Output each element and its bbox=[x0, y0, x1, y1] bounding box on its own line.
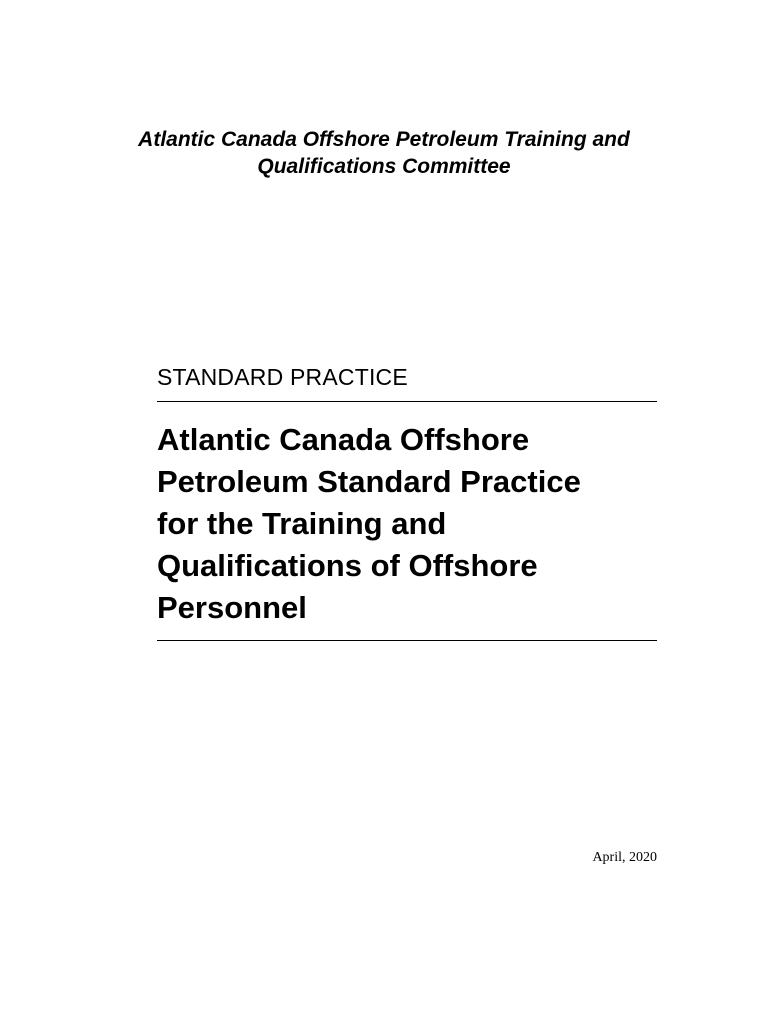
document-title bbox=[157, 419, 677, 629]
committee-heading-line-2: Qualifications Committee bbox=[257, 155, 511, 178]
title-line-4: Qualifications of Offshore bbox=[157, 548, 538, 583]
title-line-2: Petroleum Standard Practice bbox=[157, 464, 581, 499]
title-line-5: Personnel bbox=[157, 590, 307, 625]
committee-heading-line-1: Atlantic Canada Offshore Petroleum Training and bbox=[138, 128, 630, 151]
committee-heading bbox=[0, 126, 768, 180]
publication-date: April, 2020 bbox=[592, 850, 657, 865]
bottom-divider bbox=[157, 640, 657, 641]
title-line-3: for the Training and bbox=[157, 506, 447, 541]
top-divider bbox=[157, 401, 657, 402]
title-line-1: Atlantic Canada Offshore bbox=[157, 422, 530, 457]
document-type-label: STANDARD PRACTICE bbox=[157, 364, 408, 390]
